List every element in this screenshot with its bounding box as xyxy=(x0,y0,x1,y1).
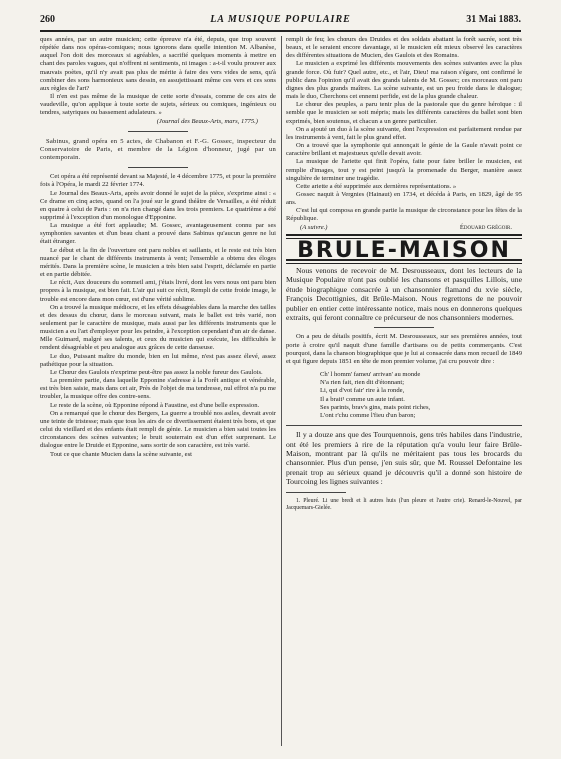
section-heading: Sabinus, grand opéra en 5 actes, de Chabanon et F.-G. Gossec, inspecteur du Conservatoire de Paris, et membre de la Légion d'honneur, jugé par un contemporain. xyxy=(40,137,276,162)
paragraph: La musique a été fort applaudie; M. Gossec, avantageusement connu par ses symphonies savantes et d'un beau chant a prouvé dans Sabinus qu'aucun genre ne lui était étranger. xyxy=(40,222,276,246)
poem-line: Ses parints, brav's gins, mais point riches, xyxy=(320,403,431,411)
poem xyxy=(320,371,522,420)
section-divider xyxy=(286,425,522,426)
continued-note: (A suivre.) xyxy=(300,223,328,231)
paragraph: La musique de l'ariette qui finit l'opéra, faite pour faire briller le musicien, est remplie d'images, tout y est peint jusqu'à la promenade du Berger, manière assez singulière de terminer une tragédie. xyxy=(286,158,522,182)
author-signature: Édouard Grégoir. xyxy=(459,223,512,231)
issue-date: 31 Mai 1883. xyxy=(466,14,521,25)
paragraph: On a remarqué que le chœur des Bergers, La guerre a troublé nos asiles, devrait avoir une teinte de tristesse; mais que tous les airs de ce divertissement étaient très bons, et que celui du vieillard et des enfants était rempli de génie. Le musicien a bien saisi toutes les circonstances des scènes suivantes; le bruit souterrain est d'un effet surprenant. Le dialogue entre le Druide et Epponine, sans sortir de son caractère, est très varié. xyxy=(40,409,276,450)
right-column xyxy=(286,36,522,512)
paragraph: Le Journal des Beaux-Arts, après avoir donné le sujet de la pièce, s'exprime ainsi : « Ce drame en cinq actes, quand on l'a joué sur le grand théâtre de Versailles, a été réduit en quatre à celui de Paris : on n'a rien changé dans les trois premiers. Le quatrième a été supprimé à l'exception d'un monologue d'Epponine. xyxy=(40,189,276,221)
page-header xyxy=(40,14,521,28)
footnote: 1. Pleuré. Li une bredi et li autres huis (l'un pleure et l'autre crie). Renard-le-Nouvel, par Jacquemars-Gielée. xyxy=(286,497,522,511)
column-divider xyxy=(281,36,282,746)
footnote-divider xyxy=(286,492,346,493)
paragraph: On a ajouté un duo à la scène suivante, dont l'expression est parfaitement rendue par les instruments à vent, fait le plus grand effet. xyxy=(286,125,522,141)
paragraph: La première partie, dans laquelle Epponine s'adresse à la Forêt antique et vénérable, est très bien saisie, mais dans cet air, Près de l'objet de ma tendresse, nul effroi n'a pu me troubler, la musique offre des contre-sens. xyxy=(40,377,276,401)
poem-line: Li, qui d'vot fair' rire à la ronde, xyxy=(320,387,405,395)
paragraph: Il y a douze ans que des Tourquennois, gens très habiles dans l'industrie, ont été les premiers à rire de la réputation qu'a voulu leur faire Brûle-Maison, montrant par là qu'ils ne méritaient pas tous les brocards du chansonnier. Plus d'un pense, j'en suis sûr, que M. Roussel Defontaine les prenait trop au sérieux quand je découvris qu'il a donné son histoire de Tourcoing les lignes suivantes : xyxy=(286,430,522,487)
paragraph: Le début et la fin de l'ouverture ont paru nobles et saillants, et le reste est très bien nuancé par le chant de différents instruments à vent; l'ensemble a obtenu des éloges mérités. Dans la première scène, le musicien a très bien saisi l'esprit, déclamée en partie et en partie débitée. xyxy=(40,246,276,279)
left-column xyxy=(40,36,276,459)
page-number: 260 xyxy=(40,14,55,25)
paragraph: Le Chœur des Gaulois n'exprime peut-être pas assez la noble fureur des Gaulois. xyxy=(50,368,263,376)
paragraph: Gossec naquit à Vergnies (Hainaut) en 1734, et décéda à Paris, en 1829, âgé de 95 ans. xyxy=(286,190,522,207)
paragraph: rempli de feu; les chœurs des Druides et des soldats abattant la forêt sacrée, sont très beaux, et le seraient encore davantage, si le musicien eût mieux observé les caractères des différentes situations de Mucien, des Gaulois et des Romains. xyxy=(286,36,522,60)
paragraph: Le reste de la scène, où Epponine répond à Faustine, est d'une belle expression. xyxy=(50,401,260,409)
paragraph: Cet opéra a été représenté devant sa Majesté, le 4 décembre 1775, et pour la première fois à l'Opéra, le mardi 22 février 1774. xyxy=(40,173,276,189)
paragraph: Le récit, Aux douceurs du sommeil ami, j'étais livré, dont les vers nous ont paru bien propres à la musique, est bien fait. L'air qui suit ce récit, Rempli de cette froide image, le trouble est encore dans mon cœur, est d'une vérité sublime. xyxy=(40,279,276,303)
article-title: BRULE-MAISON xyxy=(297,237,511,263)
paragraph: Le musicien a exprimé les différents mouvements des scènes suivantes avec la plus grande force. Où fuir? Quel autre, etc., et l'air, Dieu! ma raison s'égare, ont confirmé le public dans l'opinion qu'il avait des grands talents de M. Gossec; ces morceaux ont paru dignes des plus grands maîtres. La scène suivante, est un peu froide dans le dialogue; mais le duo, Cherchons cet ennemi perfide, est de la plus grande chaleur. xyxy=(286,60,522,101)
paragraph: On a trouvé que la symphonie qui annonçait le génie de la Gaule n'avait point ce caractère brillant et majestueux qu'elle devait avoir. xyxy=(286,142,522,158)
intro-paragraph: Nous venons de recevoir de M. Desrousseaux, dont les lecteurs de la Musique Populaire n'ont pas oublié les chansons et pasquilles Lillois, une étude biographique consacrée à un chansonnier flamand du xvie siècle, François Decottignies, dit Brûle-Maison. Nous regrettons de ne pouvoir publier en entier cette intéressante notice, mais nous en donnerons quelques extraits, qui feront connaître ce précurseur de nos chansonniers modernes. xyxy=(286,265,522,322)
paragraph: Il n'en est pas même de la musique de cette sorte d'essais, comme de ces airs de vaudeville, qu'on applique à toute sorte de sujets, sérieux ou comiques, ingénieux ou tendres, satyriques ou bassement adulateurs. » xyxy=(40,93,276,117)
journal-title: LA MUSIQUE POPULAIRE xyxy=(210,14,351,25)
paragraph: ques années, par un autre musicien; cette épreuve n'a été, depuis, que trop souvent répétée dans nos opéras-comiques; nous ignorons dans quelle intention M. Albanèse, auquel l'on doit des morceaux si agréables, a sacrifié quelques moments à mettre en chant des paroles vagues, qui n'offrent ni sentiments, ni images : a-t-il voulu prouver aux mauvais poètes, qu'il n'y avait pas plus de mérite à faire des vers vides de sens, qu'à combiner des sons harmonieux sans dessin, en assujettissant même ces vers et ces sons aux règles de l'art? xyxy=(40,36,276,92)
paragraph: Le duo, Puissant maître du monde, bien en lui même, n'est pas assez élevé, assez pathétique pour la situation. xyxy=(40,352,276,368)
paragraph: On a peu de détails positifs, écrit M. Desrousseaux, sur ses premières années, tout porte à croire qu'il naquit d'une famille d'artisans ou de petits commerçants. C'est pourquoi, dans la chanson biographique que je lui ai consacrée dans mon recueil de 1849 et qui figure depuis 1851 en tête de mon premier volume, j'ai cru pouvoir dire : xyxy=(286,333,522,365)
poem-line: Il a brait¹ comme un aute infant. xyxy=(320,395,405,403)
paragraph: Cette ariette a été supprimée aux dernières représentations. » xyxy=(296,182,457,190)
source-citation: (Journal des Beaux-Arts, mars, 1775.) xyxy=(156,117,258,125)
poem-line: N'a rien fait, rien dit d'étonnant; xyxy=(320,379,405,387)
poem-line: L'ont r'chu comme l'fieu d'un baron; xyxy=(320,411,416,419)
article-footer xyxy=(286,224,522,232)
section-divider xyxy=(128,167,188,168)
paragraph: On a trouvé la musique médiocre, et les effets désagréables dans la marche des tailles et des dessus du chœur, dans le morceau suivant, mais le ballet est très varié, non seulement par le caractère de musique, mais aussi par les différents instruments que le musicien a eu l'art d'employer pour les peindre, à l'exception cependant d'un air de danse. Mlle Guimard, malgré ses talents, et ceux du musicien qui exécute, les difficultés le rendent désagréable et peu analogue aux grâces de cette danseuse. xyxy=(40,303,276,352)
paragraph: Tout ce que chante Mucien dans la scène suivante, est xyxy=(50,450,192,458)
paragraph: C'est lui qui composa en grande partie la musique de circonstance pour les fêtes de la République. xyxy=(286,207,522,223)
poem-line: Ch' l homm' fameu' arrivan' au monde xyxy=(320,370,421,378)
paragraph: Le chœur des peuples, a paru tenir plus de la pastorale que du genre héroïque : il semble que le musicien se soit mépris; mais les différents caractères du ballet sont bien exprimés, bien soutenus, et chacun a un genre particulier. xyxy=(286,101,522,125)
section-divider xyxy=(374,327,434,328)
section-divider xyxy=(128,131,188,132)
header-rule xyxy=(40,30,521,32)
